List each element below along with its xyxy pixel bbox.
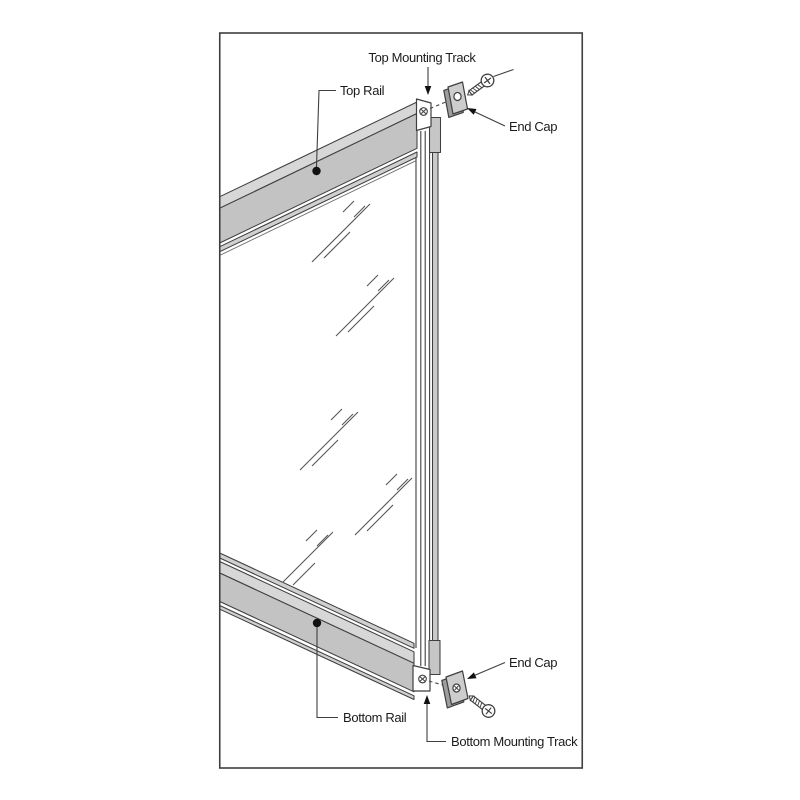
label-bottom-mounting-track: Bottom Mounting Track: [451, 734, 578, 749]
screw-axis-line: [494, 70, 514, 77]
reflection-line: [336, 278, 394, 336]
reflection-line: [343, 201, 354, 212]
vertical-track: [416, 118, 441, 675]
label-end-cap-bottom: End Cap: [509, 655, 558, 670]
reflection-line: [367, 505, 393, 531]
label-end-cap-top: End Cap: [509, 119, 558, 134]
arrowhead-down-left: [467, 672, 477, 679]
reflection-line: [354, 206, 365, 217]
glass-panel: [283, 201, 412, 585]
bottom-end-cap: [442, 671, 468, 708]
reflection-line: [342, 414, 353, 425]
arrowhead-up-left: [467, 108, 477, 115]
track-side-band: [433, 127, 439, 661]
reflection-line: [300, 412, 358, 470]
alignment-dash-top: [430, 102, 447, 109]
leader-end-cap-top: [474, 112, 505, 127]
reflection-line: [293, 563, 315, 585]
top-rail-front-face: [220, 114, 417, 244]
reflection-line: [348, 306, 374, 332]
callout-dot-bottom-rail: [313, 619, 321, 627]
label-bottom-rail: Bottom Rail: [343, 710, 407, 725]
reflection-line: [324, 232, 350, 258]
end-cap-hole: [454, 93, 461, 101]
callout-dot-top-rail: [312, 167, 320, 175]
label-top-mounting-track: Top Mounting Track: [368, 50, 476, 65]
track-clip-bottom: [429, 641, 440, 675]
reflection-line: [312, 204, 370, 262]
arrowhead-up: [424, 695, 431, 704]
label-top-rail: Top Rail: [340, 83, 385, 98]
glass-reflection-marks: [283, 201, 412, 585]
arrowhead-down: [425, 86, 432, 95]
reflection-line: [367, 275, 378, 286]
leader-end-cap-bottom: [474, 663, 505, 676]
top-mounting-track-end: [417, 99, 432, 131]
reflection-line: [397, 479, 408, 490]
bottom-screw: [465, 691, 497, 720]
top-screw: [464, 70, 514, 100]
reflection-line: [306, 530, 317, 541]
bottom-mounting-track-end: [413, 666, 430, 692]
reflection-line: [312, 440, 338, 466]
top-end-cap: [444, 82, 468, 117]
reflection-line: [386, 474, 397, 485]
reflection-line: [331, 409, 342, 420]
leader-bottom-mounting-track: [427, 704, 446, 742]
reflection-line: [355, 478, 412, 535]
reflection-line: [378, 280, 389, 291]
reflection-line: [317, 535, 328, 546]
